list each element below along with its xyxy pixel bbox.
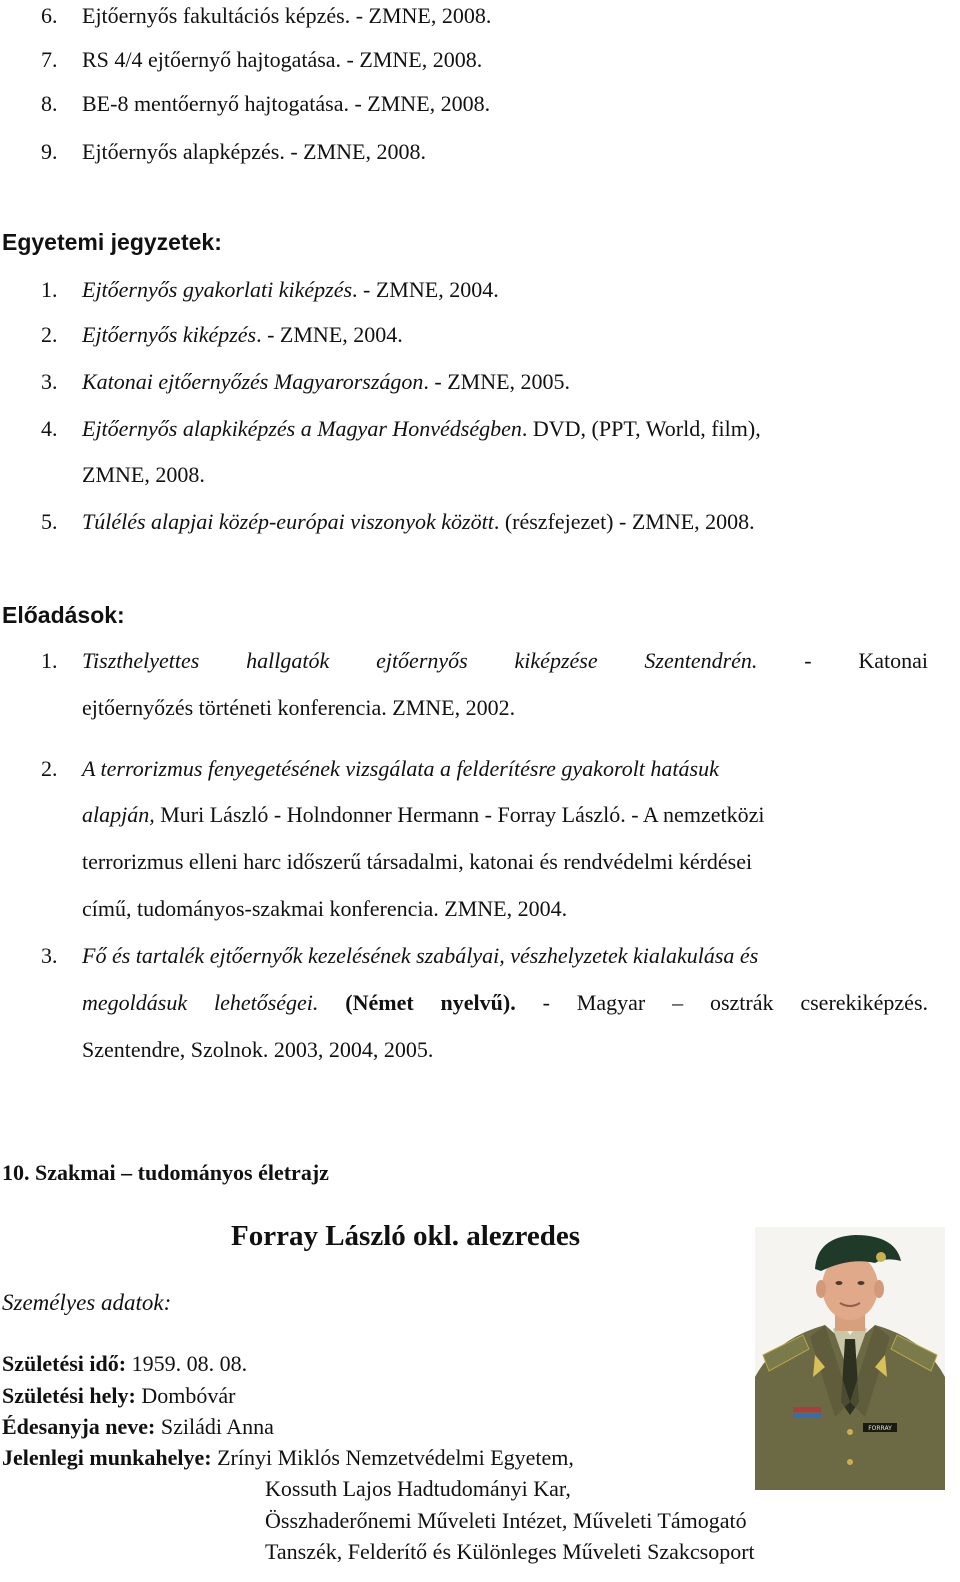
list-item-continuation: ZMNE, 2008. — [82, 462, 205, 487]
item-title: Ejtőernyős alapkiképzés a Magyar Honvédségben — [82, 416, 522, 441]
list-item-line: című, tudományos-szakmai konferencia. ZMNE, 2004. — [82, 896, 568, 921]
field-mother-name — [2, 1414, 274, 1440]
workplace-continuation: Tanszék, Felderítő és Különleges Műveleti Szakcsoport — [265, 1539, 755, 1564]
item-title: Ejtőernyős gyakorlati kiképzés — [82, 277, 353, 302]
item-title: Túlélés alapjai közép-európai viszonyok között — [82, 509, 494, 534]
item-rest: . - ZMNE, 2005. — [423, 369, 571, 394]
list-number: 4. — [41, 416, 58, 441]
item-rest: - Magyar – osztrák cserekiképzés. — [542, 990, 928, 1015]
personal-data-heading: Személyes adatok: — [2, 1290, 172, 1315]
list-number: 5. — [41, 509, 58, 534]
person-name: Forray László okl. alezredes — [231, 1220, 581, 1252]
list-number: 6. — [41, 3, 58, 28]
item-title: alapján, — [82, 802, 155, 827]
item-rest: . - ZMNE, 2004. — [256, 322, 403, 347]
list-item — [82, 277, 499, 303]
list-number: 7. — [41, 47, 58, 72]
item-rest: . (részfejezet) - ZMNE, 2008. — [493, 509, 755, 534]
item-bold: (Német nyelvű). — [345, 990, 516, 1015]
field-label: Születési hely: — [2, 1383, 136, 1408]
portrait-illustration — [755, 1227, 945, 1490]
field-value: 1959. 08. 08. — [126, 1351, 248, 1376]
item-word: Katonai — [858, 648, 929, 673]
item-rest: . - ZMNE, 2004. — [352, 277, 499, 302]
list-item — [82, 416, 761, 442]
list-item-line: Szentendre, Szolnok. 2003, 2004, 2005. — [82, 1037, 434, 1062]
list-item — [82, 509, 755, 535]
list-item: Ejtőernyős fakultációs képzés. - ZMNE, 2008. — [82, 3, 492, 28]
list-number: 9. — [41, 139, 58, 164]
list-number: 3. — [41, 369, 58, 394]
list-number: 1. — [41, 648, 58, 673]
field-label: Édesanyja neve: — [2, 1414, 156, 1439]
section-heading-jegyzetek: Egyetemi jegyzetek: — [2, 229, 222, 255]
list-item-line — [82, 802, 764, 828]
list-item: Ejtőernyős alapképzés. - ZMNE, 2008. — [82, 139, 426, 164]
list-number: 1. — [41, 277, 58, 302]
workplace-continuation: Összhaderőnemi Műveleti Intézet, Műveleti Támogató — [265, 1508, 747, 1533]
item-title: megoldásuk lehetőségei. — [82, 990, 319, 1015]
list-item-line: ejtőernyőzés történeti konferencia. ZMNE, 2002. — [82, 695, 516, 720]
list-number: 2. — [41, 322, 58, 347]
item-word: ejtőernyős — [376, 648, 468, 673]
portrait-photo — [755, 1227, 945, 1490]
field-value: Dombóvár — [135, 1383, 236, 1408]
name-tag-text: FORRAY — [868, 1425, 892, 1432]
field-label: Születési idő: — [2, 1351, 127, 1376]
item-word: Tiszthelyettes — [82, 648, 200, 673]
list-item-line — [82, 648, 928, 674]
list-item-line: A terrorizmus fenyegetésének vizsgálata a felderítésre gyakorolt hatásuk — [82, 756, 719, 781]
list-item — [82, 369, 570, 395]
item-word: kiképzése — [514, 648, 598, 673]
workplace-continuation: Kossuth Lajos Hadtudományi Kar, — [265, 1476, 571, 1501]
list-item-line: terrorizmus elleni harc időszerű társadalmi, katonai és rendvédelmi kérdései — [82, 849, 753, 874]
item-title: Ejtőernyős kiképzés — [82, 322, 257, 347]
field-workplace — [2, 1445, 574, 1471]
section-heading-eloadasok: Előadások: — [2, 602, 125, 628]
list-item-line: Fő és tartalék ejtőernyők kezelésének szabályai, vészhelyzetek kialakulása és — [82, 943, 759, 968]
field-label: Jelenlegi munkahelye: — [2, 1445, 212, 1470]
field-value: Zrínyi Miklós Nemzetvédelmi Egyetem, — [211, 1445, 574, 1470]
list-number: 8. — [41, 91, 58, 116]
list-item: BE-8 mentőernyő hajtogatása. - ZMNE, 2008. — [82, 91, 491, 116]
item-rest: Muri László - Holndonner Hermann - Forray László. - A nemzetközi — [154, 802, 765, 827]
item-word: hallgatók — [246, 648, 330, 673]
list-number: 2. — [41, 756, 58, 781]
list-item — [82, 322, 403, 348]
field-birth-place — [2, 1383, 235, 1409]
list-item-line — [82, 990, 928, 1016]
item-word: - — [804, 648, 812, 673]
list-item: RS 4/4 ejtőernyő hajtogatása. - ZMNE, 2008. — [82, 47, 483, 72]
field-birth-date — [2, 1351, 247, 1377]
item-rest: . DVD, (PPT, World, film), — [521, 416, 761, 441]
item-title: Katonai ejtőernyőzés Magyarországon — [82, 369, 424, 394]
section-heading-10: 10. Szakmai – tudományos életrajz — [2, 1160, 329, 1185]
field-value: Sziládi Anna — [155, 1414, 274, 1439]
item-word: Szentendrén. — [644, 648, 758, 673]
list-number: 3. — [41, 943, 58, 968]
